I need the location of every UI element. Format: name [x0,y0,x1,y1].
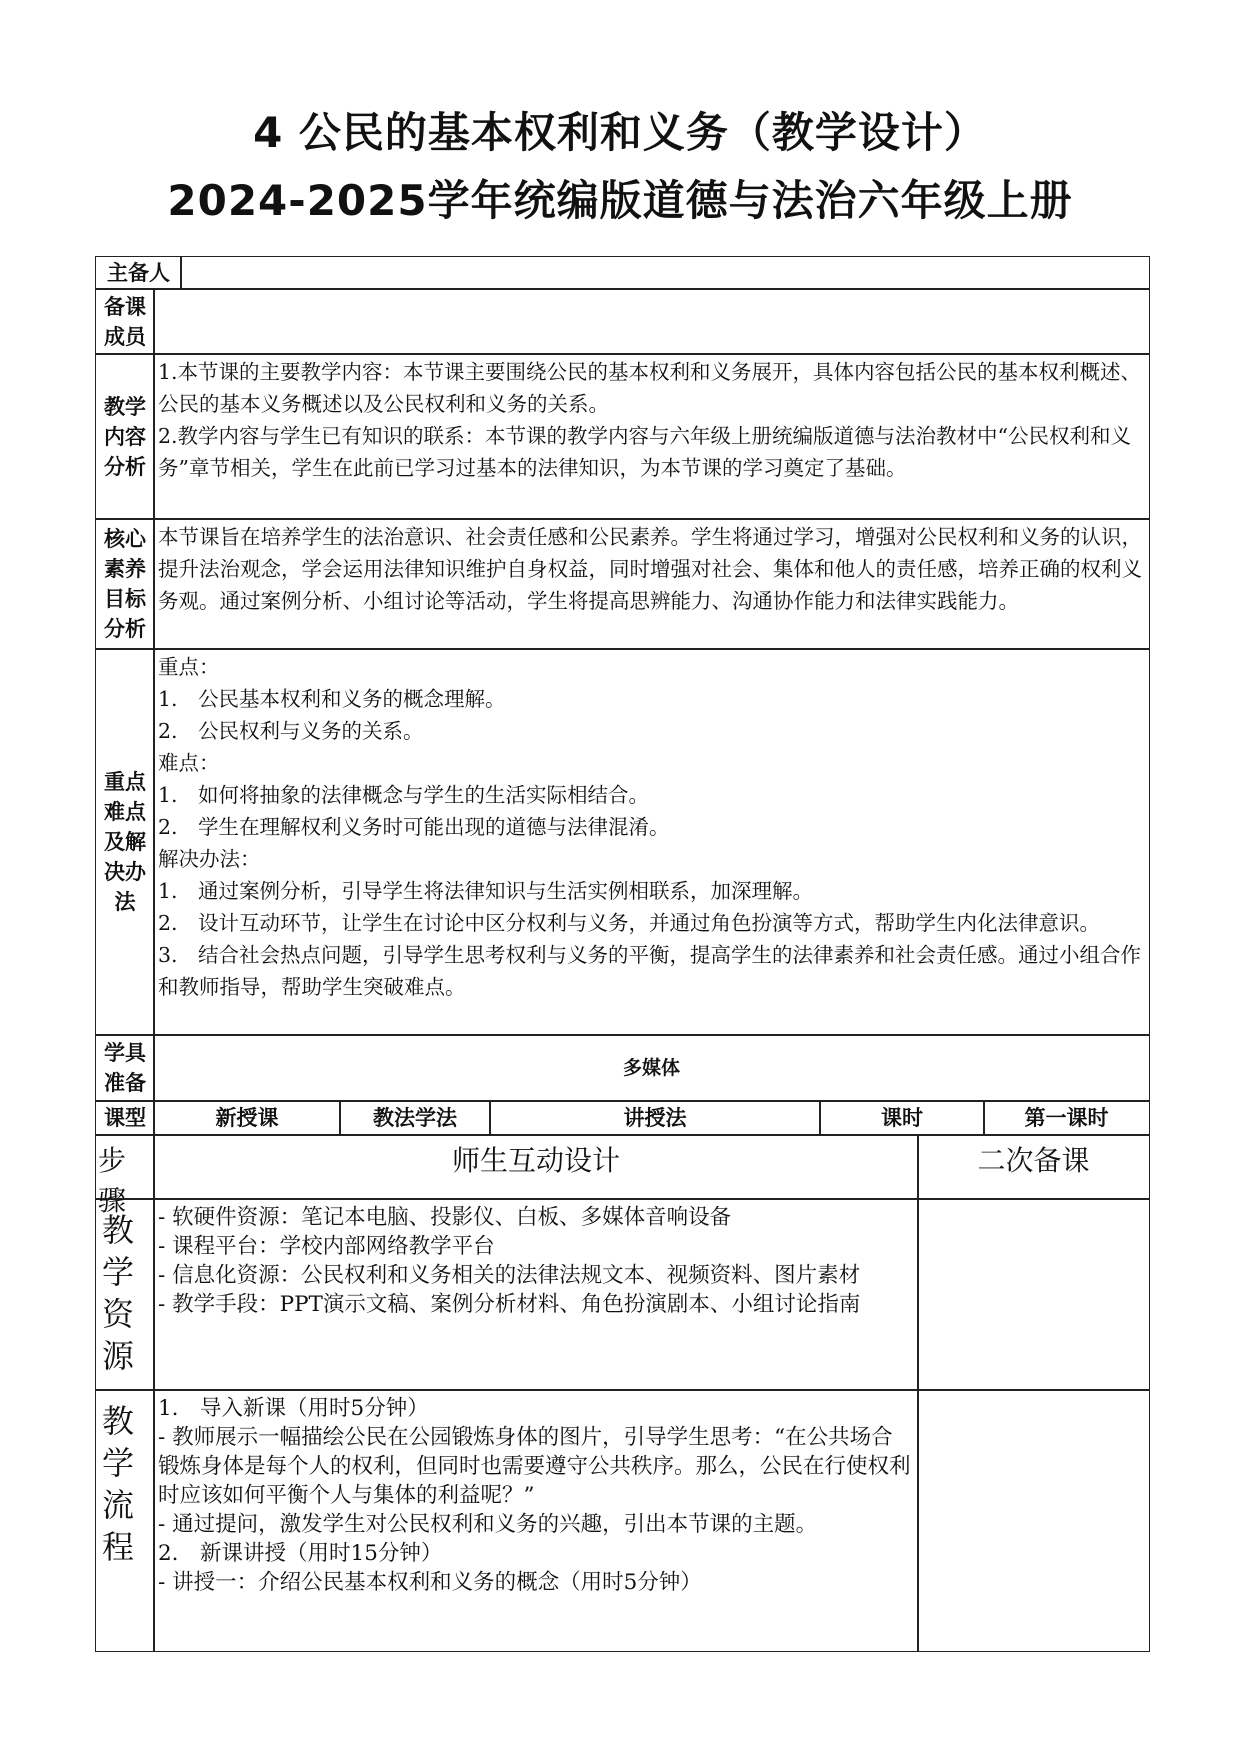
class-hours-value: 第一课时 [983,1100,1150,1136]
second-preparation-header: 二次备课 [917,1134,1150,1200]
class-hours-label: 课时 [819,1100,985,1136]
members-value [153,288,1150,355]
preparer-label: 主备人 [95,256,182,290]
interaction-design-header: 师生互动设计 [153,1134,919,1200]
document-title: 4 公民的基本权利和义务（教学设计） [253,108,987,157]
course-type-value: 新授课 [153,1100,341,1136]
core-literacy-label: 核心 素养 目标 分析 [95,518,155,650]
process-label: 教 学 流 程 [95,1389,155,1652]
members-label: 备课 成员 [95,288,155,355]
tools-value: 多媒体 [153,1034,1150,1102]
content-analysis-label: 教学 内容 分析 [95,353,155,520]
method-label: 教法学法 [339,1100,491,1136]
method-value: 讲授法 [489,1100,821,1136]
resources-second-preparation [917,1198,1150,1391]
resources-text: - 软硬件资源：笔记本电脑、投影仪、白板、多媒体音响设备 - 课程平台：学校内部网络教学平台 - 信息化资源：公民权利和义务相关的法律法规文本、视频资料、图片素材 - 教学手段：PPT演示文稿、案例分析材料、角色扮演剧本、小组讨论指南 [153,1198,919,1391]
steps-label: 步骤 [95,1134,155,1200]
document-subtitle: 2024-2025学年统编版道德与法治六年级上册 [167,176,1073,225]
tools-label: 学具 准备 [95,1034,155,1102]
course-type-label: 课型 [95,1100,155,1136]
core-literacy-text: 本节课旨在培养学生的法治意识、社会责任感和公民素养。学生将通过学习，增强对公民权利和义务的认识，提升法治观念，学会运用法律知识维护自身权益，同时增强对社会、集体和他人的责任感，培养正确的权利义务观。通过案例分析、小组讨论等活动，学生将提高思辨能力、沟通协作能力和法律实践能力。 [153,518,1150,650]
process-second-preparation [917,1389,1150,1652]
content-analysis-text: 1.本节课的主要教学内容：本节课主要围绕公民的基本权利和义务展开，具体内容包括公民的基本权利概述、公民的基本义务概述以及公民权利和义务的关系。 2.教学内容与学生已有知识的联系：本节课的教学内容与六年级上册统编版道德与法治教材中“公民权利和义务”章节相关，学生在此前已学习过基本的法律知识，为本节课的学习奠定了基础。 [153,353,1150,520]
resources-label: 教 学 资 源 [95,1198,155,1391]
key-difficult-label: 重点 难点 及解 决办 法 [95,648,155,1036]
preparer-value [180,256,1150,290]
process-text: 1. 导入新课（用时5分钟） - 教师展示一幅描绘公民在公园锻炼身体的图片，引导学生思考：“在公共场合锻炼身体是每个人的权利，但同时也需要遵守公共秩序。那么，公民在行使权利时应该如何平衡个人与集体的利益呢？” - 通过提问，激发学生对公民权利和义务的兴趣，引出本节课的主题。 2. 新课讲授（用时15分钟） - 讲授一：介绍公民基本权利和义务的概念（用时5分钟） [153,1389,919,1652]
key-difficult-text: 重点： 1. 公民基本权利和义务的概念理解。 2. 公民权利与义务的关系。 难点： 1. 如何将抽象的法律概念与学生的生活实际相结合。 2. 学生在理解权利义务时可能出现的道德与法律混淆。 解决办法： 1. 通过案例分析，引导学生将法律知识与生活实例相联系，加深理解。 2. 设计互动环节，让学生在讨论中区分权利与义务，并通过角色扮演等方式，帮助学生内化法律意识。 3. 结合社会热点问题，引导学生思考权利与义务的平衡，提高学生的法律素养和社会责任感。通过小组合作和教师指导，帮助学生突破难点。 [153,648,1150,1036]
